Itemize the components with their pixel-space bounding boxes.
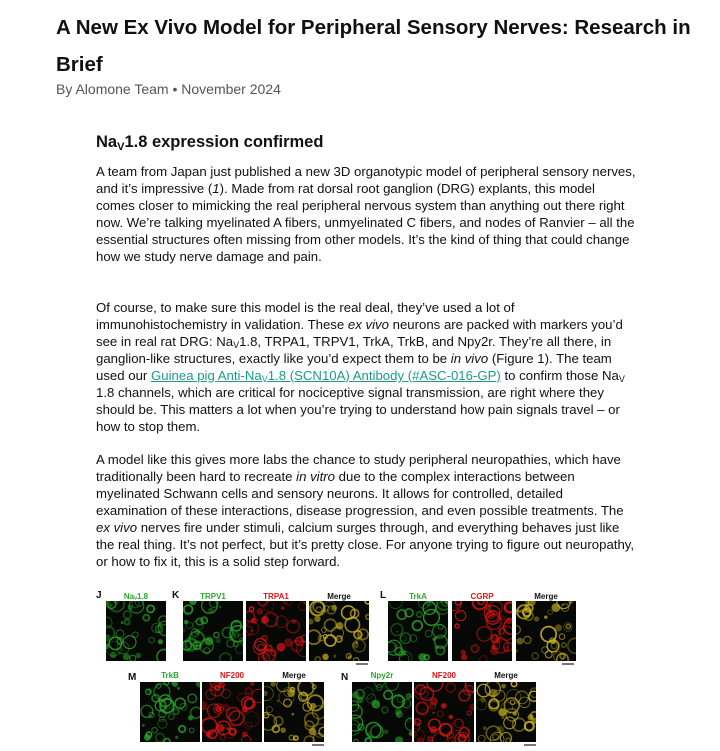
label-merge-k: Merge [327, 592, 351, 601]
micrograph-cgrp [452, 601, 512, 661]
paragraph-3 [96, 451, 636, 570]
label-nf200-m: NF200 [219, 671, 244, 680]
p1-ref: 1 [212, 181, 220, 196]
micrograph-merge-k [309, 601, 369, 661]
link-sub: V [261, 374, 268, 384]
scale-bar-k [356, 663, 368, 665]
paragraph-2 [96, 299, 636, 435]
heading-post: 1.8 expression confirmed [124, 133, 324, 151]
micrograph-texture [140, 682, 200, 742]
article-byline: By Alomone Team • November 2024 [56, 81, 281, 97]
p3-text-a: A model like this gives more labs the chance to study peripheral neuropathies, which have traditionally been hard to recreate [96, 452, 621, 484]
paragraph-1 [96, 163, 636, 265]
micrograph-texture [246, 601, 306, 661]
p3-em2: ex vivo [96, 520, 138, 535]
scale-bar-m [312, 744, 324, 746]
panel-label-n: N [341, 672, 349, 683]
label-nf200-n: NF200 [431, 671, 456, 680]
p3-text-c: nerves fire under stimuli, calcium surges through, and everything behaves just like the real thing. It’s not perfect, but it’s pretty close. For anyone trying to figure out neuropathy, or how to fix it, this is a solid step forward. [96, 520, 635, 569]
micrograph-texture [452, 601, 512, 661]
micrograph-nf200-m [202, 682, 262, 742]
scale-bar-n [524, 744, 536, 746]
p2-sub1: V [233, 340, 240, 350]
micrograph-trka [388, 601, 448, 661]
link-text-b: 1.8 (SCN10A) Antibody (#ASC-016-GP) [267, 368, 501, 383]
p3-text-b: due to the complex interactions between myelinated Schwann cells and sensory neurons. It allows for controlled, detailed examination of these interactions, disease progression, and even possible treatments. The [96, 469, 624, 518]
panel-label-l: L [380, 590, 387, 601]
micrograph-merge-n [476, 682, 536, 742]
label-trpv1: TRPV1 [200, 592, 226, 601]
label-merge-m: Merge [282, 671, 306, 680]
p2-text-f: 1.8 channels, which are critical for nociceptive signal transmission, are right where they should be. This matters a lot when you’re trying to understand how pain signals travel – or how to stop them. [96, 385, 620, 434]
p2-text-b: neurons are packed with markers you’d see in real rat DRG: Na [96, 317, 623, 349]
label-merge-n: Merge [494, 671, 518, 680]
heading-sub: V [117, 141, 125, 153]
micrograph-texture [264, 682, 324, 742]
figure-1 [0, 588, 720, 751]
micrograph-texture [309, 601, 369, 661]
micrograph-trpa1 [246, 601, 306, 661]
p2-sub2: V [618, 374, 625, 384]
p2-text-e: to confirm those Na [500, 368, 619, 383]
panel-label-k: K [172, 590, 180, 601]
label-trpa1: TRPA1 [263, 592, 289, 601]
micrograph-texture [414, 682, 474, 742]
article-title: A New Ex Vivo Model for Peripheral Sensory Nerves: Research in Brief [56, 16, 691, 76]
micrograph-texture [183, 601, 243, 661]
p2-em2: in vivo [450, 351, 489, 366]
micrograph-texture [202, 682, 262, 742]
micrograph-merge-m [264, 682, 324, 742]
antibody-link[interactable] [151, 368, 501, 383]
p3-em1: in vitro [296, 469, 335, 484]
micrograph-npy2r [352, 682, 412, 742]
micrograph-texture [476, 682, 536, 742]
link-text-a: Guinea pig Anti-Na [151, 368, 262, 383]
p2-text-c: 1.8, TRPA1, TRPV1, TrkA, TrkB, and Npy2r. They’re all there, in ganglion-like structures, exactly like you’d expect them to be [96, 334, 612, 366]
p2-em1: ex vivo [347, 317, 389, 332]
panel-label-j: J [96, 590, 102, 601]
label-cgrp: CGRP [470, 592, 494, 601]
label-trkb: TrkB [161, 671, 179, 680]
panel-label-m: M [128, 672, 137, 683]
label-merge-l: Merge [534, 592, 558, 601]
label-npy2r: Npy2r [370, 671, 394, 680]
micrograph-trpv1 [183, 601, 243, 661]
p2-text-a: Of course, to make sure this model is the real deal, they’ve used a lot of immunohistochemistry in validation. These [96, 300, 515, 332]
micrograph-trkb [140, 682, 200, 742]
heading-pre: Na [96, 133, 118, 151]
p2-text-d: (Figure 1). The team used our [96, 351, 612, 383]
p1-text-a: A team from Japan just published a new 3D organotypic model of peripheral sensory nerves, and it’s impressive ( [96, 164, 636, 196]
micrograph-texture [352, 682, 412, 742]
label-nav18: Naᵥ1.8 [123, 592, 149, 601]
scale-bar-l [562, 663, 574, 665]
micrograph-texture [388, 601, 448, 661]
micrograph-texture [106, 601, 166, 661]
label-trka: TrkA [409, 592, 427, 601]
micrograph-merge-l [516, 601, 576, 661]
micrograph-nf200-n [414, 682, 474, 742]
p1-text-b: ). Made from rat dorsal root ganglion (DRG) explants, this model comes closer to mimicking the real peripheral nervous system than anything out there right now. We’re talking myelinated A fibers, unmyelinated C fibers, and nodes of Ranvier – all the essential structures often missing from other models. It’s the kind of thing that could change how we study nerve damage and pain. [96, 181, 635, 264]
micrograph-nav18 [106, 601, 166, 661]
micrograph-texture [516, 601, 576, 661]
section-heading [96, 132, 323, 157]
